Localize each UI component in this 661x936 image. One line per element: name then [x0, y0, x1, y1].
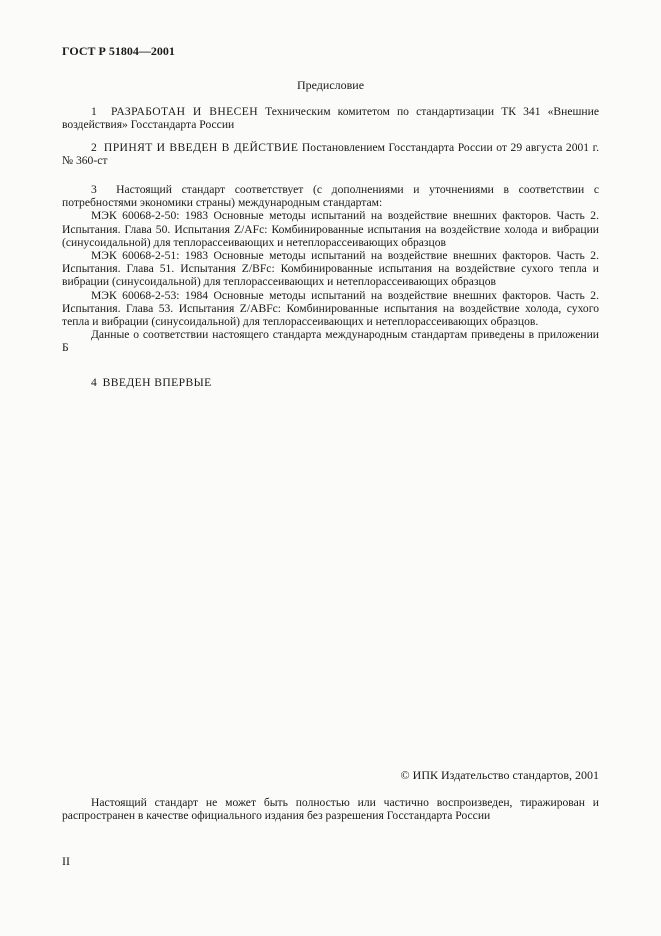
item-2-caps: ПРИНЯТ И ВВЕДЕН В ДЕЙСТВИЕ	[103, 141, 299, 154]
item-1-text: Техническим комитетом по стандартизации ТК 341 «Внешние воздействия» Госстандарта России	[62, 105, 599, 132]
appendix-reference: Данные о соответствии настоящего стандарта международным стандартам приведены в приложении Б	[62, 328, 599, 355]
standard-iec-60068-2-53: МЭК 60068-2-53: 1984 Основные методы испытаний на воздействие внешних факторов. Часть 2. Испытания. Глава 53. Испытания Z/ABFc: Комбинированные испытания на воздействие холода, сухого тепла и вибрации (синусоидальной) для теплорассеивающих и нетеплорассеивающих образцов.	[62, 288, 599, 329]
standard-iec-60068-2-51: МЭК 60068-2-51: 1983 Основные методы испытаний на воздействие внешних факторов. Часть 2. Испытания. Глава 51. Испытания Z/BFc: Комбинированные испытания на воздействие сухого тепла и вибрации (синусоидальной) для теплорассеивающих и нетеплорассеивающих образцов	[62, 249, 599, 289]
page-number: II	[62, 854, 70, 868]
item-4-number: 4	[91, 376, 97, 389]
page-title: Предисловие	[296, 78, 365, 92]
standard-iec-60068-2-50: МЭК 60068-2-50: 1983 Основные методы испытаний на воздействие внешних факторов. Часть 2. Испытания. Глава 50. Испытания Z/AFc: Комбинированные испытания на воздействие холода и вибрации (синусоидальной) для теплорассеивающих и нетеплорассеивающих образцов	[62, 209, 599, 249]
reproduction-notice	[62, 796, 599, 822]
copyright: © ИПК Издательство стандартов, 2001	[400, 768, 599, 782]
reproduction-notice-text: Настоящий стандарт не может быть полностью или частично воспроизведен, тиражирован и распространен в качестве официального издания без разрешения Госстандарта России	[62, 796, 599, 823]
document-code: ГОСТ Р 51804—2001	[62, 44, 175, 58]
item-4	[62, 376, 599, 389]
item-2-number: 2	[91, 141, 97, 154]
item-3-number: 3	[91, 183, 97, 196]
item-4-caps: ВВЕДЕН ВПЕРВЫЕ	[102, 376, 212, 389]
item-3	[62, 183, 599, 355]
item-3-text: Настоящий стандарт соответствует (с дополнениями и уточнениями в соответствии с потребностями экономики страны) международным стандартам:	[62, 183, 599, 210]
item-2-text: Постановлением Госстандарта России от 29 августа 2001 г. № 360-ст	[62, 141, 599, 168]
item-2	[62, 141, 599, 167]
item-1-number: 1	[91, 105, 97, 118]
item-1	[62, 105, 599, 131]
item-1-caps: РАЗРАБОТАН И ВНЕСЕН	[111, 105, 258, 118]
